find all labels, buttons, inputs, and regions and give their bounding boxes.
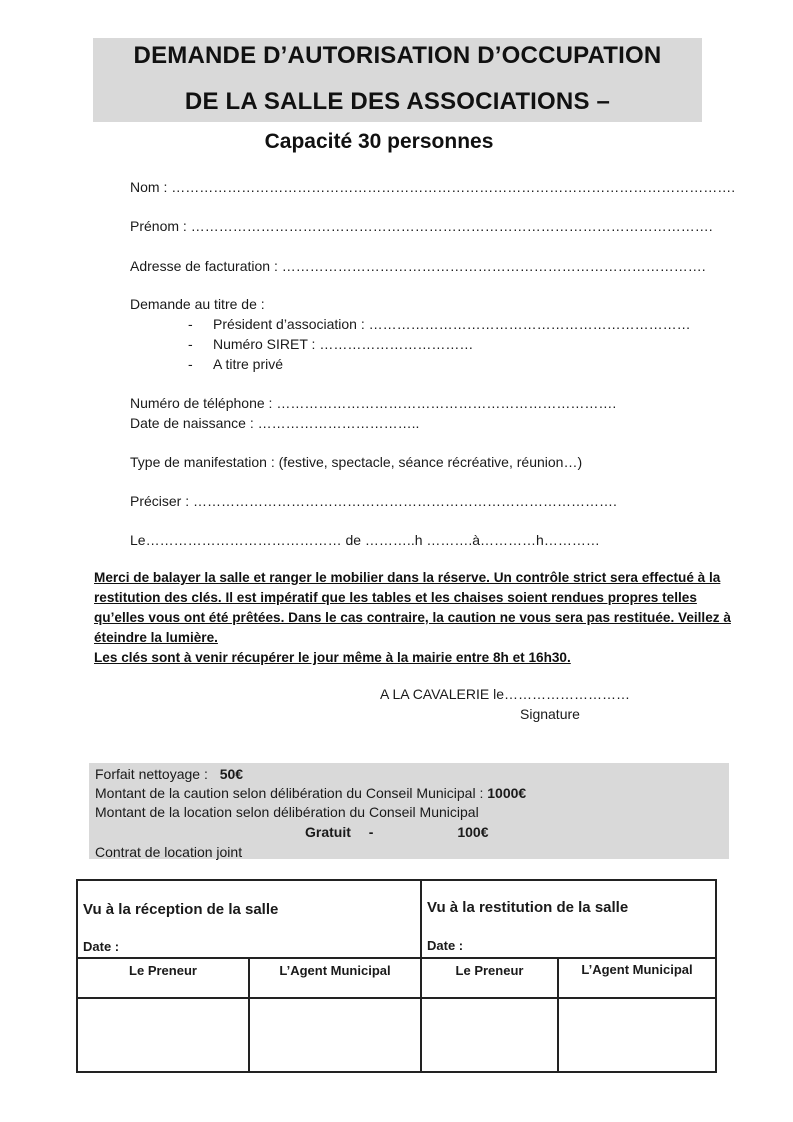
field-prenom[interactable]: Prénom : …………………………………………………………………………………………………. xyxy=(130,218,713,234)
fee-nettoyage-label: Forfait nettoyage : xyxy=(95,766,208,782)
fee-gratuit: Gratuit xyxy=(305,824,351,840)
title-line-2: DE LA SALLE DES ASSOCIATIONS – xyxy=(184,88,611,115)
fee-separator: - xyxy=(368,824,374,840)
signature-cell-preneur-restitution[interactable] xyxy=(422,999,557,1071)
option-label: Numéro SIRET : …………………………… xyxy=(213,336,474,352)
signature-cell-agent-restitution[interactable] xyxy=(559,999,715,1071)
inspection-table xyxy=(76,879,717,1073)
restitution-title: Vu à la restitution de la salle xyxy=(427,899,629,916)
fee-contrat: Contrat de location joint xyxy=(95,844,243,860)
title-line-1: DEMANDE D’AUTORISATION D’OCCUPATION xyxy=(133,42,662,69)
fee-nettoyage-value: 50€ xyxy=(219,766,244,782)
list-dash: - xyxy=(188,316,193,332)
option-label: Président d’association : …………………………………………………………… xyxy=(213,316,691,332)
field-type-manifestation: Type de manifestation : (festive, spectacle, séance récréative, réunion…) xyxy=(130,454,583,470)
fee-location-values xyxy=(305,824,489,840)
table-divider xyxy=(78,957,715,959)
signature-label: Signature xyxy=(520,706,580,722)
option-prive[interactable] xyxy=(188,356,283,372)
fee-caution xyxy=(95,785,526,801)
reception-date-label: Date : xyxy=(83,939,120,954)
fee-nettoyage xyxy=(95,766,243,782)
title-banner xyxy=(93,38,702,122)
field-demande-label: Demande au titre de : xyxy=(130,296,265,312)
notice-keys: Les clés sont à venir récupérer le jour même à la mairie entre 8h et 16h30. xyxy=(94,650,571,665)
col-preneur-restitution: Le Preneur xyxy=(455,963,524,978)
fee-location-value: 100€ xyxy=(457,824,489,840)
list-dash: - xyxy=(188,336,193,352)
field-adresse[interactable]: Adresse de facturation : ………………………………………………………………………………. xyxy=(130,258,706,274)
fee-location-label: Montant de la location selon délibération du Conseil Municipal xyxy=(95,804,479,820)
capacity-subtitle: Capacité 30 personnes xyxy=(264,130,494,153)
signature-cell-agent-reception[interactable] xyxy=(250,999,420,1071)
reception-title: Vu à la réception de la salle xyxy=(83,901,279,918)
fee-caution-value: 1000€ xyxy=(487,785,527,801)
option-president[interactable] xyxy=(188,316,691,332)
restitution-date-label: Date : xyxy=(427,938,464,953)
rules-notice xyxy=(94,568,746,668)
field-naissance[interactable]: Date de naissance : …………………………….. xyxy=(130,415,420,431)
col-agent-reception: L’Agent Municipal xyxy=(279,963,391,978)
notice-paragraph: Merci de balayer la salle et ranger le mobilier dans la réserve. Un contrôle strict sera effectué à la restitution des clés. Il est impératif que les tables et les chaises soient rendues propres telles qu’elles vous ont été prêtées. Dans le cas contraire, la caution ne vous sera pas restituée. Veillez à éteindre la lumière. xyxy=(94,570,731,645)
signature-cell-preneur-reception[interactable] xyxy=(78,999,248,1071)
col-agent-restitution: L’Agent Municipal xyxy=(581,962,693,977)
fees-box xyxy=(89,763,729,859)
field-telephone[interactable]: Numéro de téléphone : ………………………………………………………………. xyxy=(130,395,617,411)
list-dash: - xyxy=(188,356,193,372)
fee-caution-label: Montant de la caution selon délibération du Conseil Municipal : xyxy=(95,785,484,801)
option-label: A titre privé xyxy=(213,356,284,372)
option-siret[interactable] xyxy=(188,336,473,352)
field-preciser[interactable]: Préciser : ………………………………………………………………………………. xyxy=(130,493,617,509)
col-preneur-reception: Le Preneur xyxy=(129,963,197,978)
place-date[interactable]: A LA CAVALERIE le……………………… xyxy=(380,686,630,702)
field-nom[interactable]: Nom : …………………………………………………………………………………………………………. xyxy=(130,179,736,195)
field-date-horaires[interactable]: Le…………………………………… de ………..h ……….à…………h………… xyxy=(130,532,600,548)
